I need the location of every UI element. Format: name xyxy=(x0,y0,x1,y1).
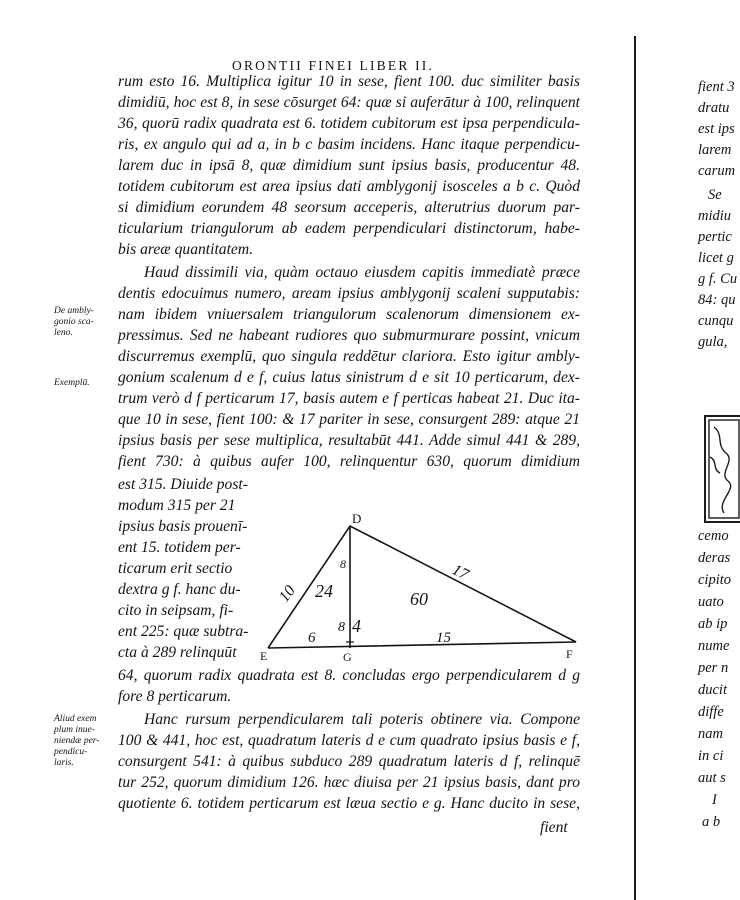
text-line: consurgent 541: à quibus subduco 289 quadratum lateris d f, relinquē xyxy=(118,753,580,770)
facing-text-line: cunqu xyxy=(698,313,734,329)
facing-text-line: est ips xyxy=(698,121,735,137)
facing-text-line: gula, xyxy=(698,334,728,350)
perpendicular-label-lower: 8 xyxy=(338,620,345,635)
initial-ornament xyxy=(710,457,720,473)
vertex-label-f: F xyxy=(566,647,573,661)
height-label: 4 xyxy=(352,616,361,636)
facing-text-line: midiu xyxy=(698,208,732,224)
vertex-label-e: E xyxy=(260,649,268,663)
text-line: est 315. Diuide post- xyxy=(118,476,248,493)
text-line: pressimus. Sed ne habeant rudiores quo submurmurare possint, vnicum xyxy=(118,327,580,344)
text-line: dentis edocuimus numero, aream ipsius amblygonij scaleni supputabis: xyxy=(118,285,580,302)
running-header: ORONTII FINEI LIBER II. xyxy=(232,58,435,73)
facing-text-line: pertic xyxy=(698,229,732,245)
facing-text-line: nume xyxy=(698,638,730,654)
facing-text-line: uato xyxy=(698,594,724,610)
side-label-df: 17 xyxy=(449,561,472,584)
perpendicular-label: 8 xyxy=(340,557,346,571)
text-line: cito in seipsam, fi- xyxy=(118,602,234,619)
text-line: rum esto 16. Multiplica igitur 10 in sese, fient 100. duc similiter basis xyxy=(118,73,580,90)
facing-text-line: ab ip xyxy=(698,616,728,632)
text-line: Haud dissimili via, quàm octauo eiusdem capitis immediatè præce xyxy=(144,264,580,281)
facing-text-line: licet g xyxy=(698,250,734,266)
margin-note-aliud-exemplum: Aliud exem plum inue- niendæ per- pendicu- laris. xyxy=(54,714,100,768)
text-line: larem duc in ipsā 8, quæ dimidium sunt ipsius basis, producentur 48. xyxy=(118,157,580,174)
facing-text-line: 84: qu xyxy=(698,292,736,308)
text-line: trum verò d f perticarum 17, basis autem e f perticas habeat 21. Duc ita- xyxy=(118,390,580,407)
facing-text-line: carum xyxy=(698,163,736,179)
decorated-initial xyxy=(704,415,740,523)
text-line: 36, quorū radix quadrata est 6. totidem cubitorum est ipsa perpendicula- xyxy=(118,115,580,132)
text-line: tur 252, quorum dimidium 126. hæc diuisa per 21 ipsius basis, dant pro xyxy=(118,774,580,791)
text-line: totidem cubitorum est area ipsius dati amblygonij isosceles a b c. Quòd xyxy=(118,178,580,195)
facing-text-line: fient 3 xyxy=(698,79,735,95)
text-line: dimidiū, hoc est 8, in sese cōsurget 64: quæ si auferātur à 100, relinquent xyxy=(118,94,580,111)
text-line: fore 8 perticarum. xyxy=(118,688,232,705)
text-line: ticarum erit sectio xyxy=(118,560,233,577)
vertex-label-g: G xyxy=(343,650,352,664)
facing-text-line: g f. Cu xyxy=(698,271,738,287)
gutter-rule xyxy=(634,36,636,900)
segment-label-gf: 15 xyxy=(436,630,451,646)
text-line: fient 730: à quibus aufer 100, relinquentur 630, quorum dimidium xyxy=(118,453,580,470)
text-line: que 10 in sese, fient 100: & 17 pariter in sese, consurgent 289: atque 21 xyxy=(118,411,580,428)
facing-text-line: in ci xyxy=(698,748,724,764)
margin-note-de-amblygonio: De ambly- gonio sca- leno. xyxy=(54,306,94,338)
text-line: ent 225: quæ subtra- xyxy=(118,623,249,640)
initial-inner-frame xyxy=(709,420,739,518)
facing-text-line: nam xyxy=(698,726,723,742)
facing-text-line: cipito xyxy=(698,572,732,588)
facing-page xyxy=(640,0,740,900)
area-label-left: 24 xyxy=(315,581,333,601)
text-line: Hanc rursum perpendicularem tali poteris obtinere via. Compone xyxy=(144,711,580,728)
facing-text-line: aut s xyxy=(698,770,726,786)
text-line: si dimidium eorundem 48 seorsum acceperis, alterutrius duorum par- xyxy=(118,199,580,216)
facing-text-line: deras xyxy=(698,550,731,566)
text-line: 100 & 441, hoc est, quadratum lateris d e cum quadrato ipsius basis e f, xyxy=(118,732,580,749)
text-line: gonium scalenum d e f, cuius latus sinistrum d e sit 10 perticarum, dex- xyxy=(118,369,580,386)
facing-text-line: I xyxy=(712,792,717,808)
text-line: quotiente 6. totidem perticarum est læua sectio e g. Hanc ducito in sese, xyxy=(118,795,580,812)
facing-text-line: per n xyxy=(698,660,729,676)
facing-text-line: Se xyxy=(708,187,722,203)
text-line: dextra g f. hanc du- xyxy=(118,581,241,598)
area-label-right: 60 xyxy=(410,589,428,609)
facing-text-line: cemo xyxy=(698,528,729,544)
segment-label-eg: 6 xyxy=(308,630,316,646)
text-line: ris, ex angulo qui ad a, in b c basim incidens. Hanc itaque perpendicu- xyxy=(118,136,580,153)
text-line: 64, quorum radix quadrata est 8. concludas ergo perpendicularem d g xyxy=(118,667,580,684)
catchword: fient xyxy=(540,819,568,836)
side-label-de: 10 xyxy=(275,582,300,606)
facing-text-line: ducit xyxy=(698,682,727,698)
text-line: cta à 289 relinquūt xyxy=(118,644,237,661)
text-line: ipsius basis prouenī- xyxy=(118,518,248,535)
facing-text-line: diffe xyxy=(698,704,724,720)
vertex-label-d: D xyxy=(352,511,362,526)
text-line: ipsius basis per sese multiplica, resultabūt 441. Adde simul 441 & 289, xyxy=(118,432,580,449)
facing-text-line: larem xyxy=(698,142,732,158)
margin-note-exemplum: Exemplū. xyxy=(54,378,90,388)
facing-text-line: dratu xyxy=(698,100,730,116)
text-line: bis areæ quantitatem. xyxy=(118,241,253,258)
text-line: discurremus exemplū, quo singula reddētur clariora. Esto igitur ambly- xyxy=(118,348,580,365)
triangle-diagram xyxy=(248,505,588,665)
text-line: modum 315 per 21 xyxy=(118,497,236,514)
text-line: ent 15. totidem per- xyxy=(118,539,241,556)
text-line: ticularium triangulorum ab eadem perpendiculari distinctorum, habe- xyxy=(118,220,580,237)
facing-text-line: a b xyxy=(702,814,721,830)
text-line: nam ibidem vniuersalem triangulorum scalenorum dimensionem ex- xyxy=(118,306,580,323)
